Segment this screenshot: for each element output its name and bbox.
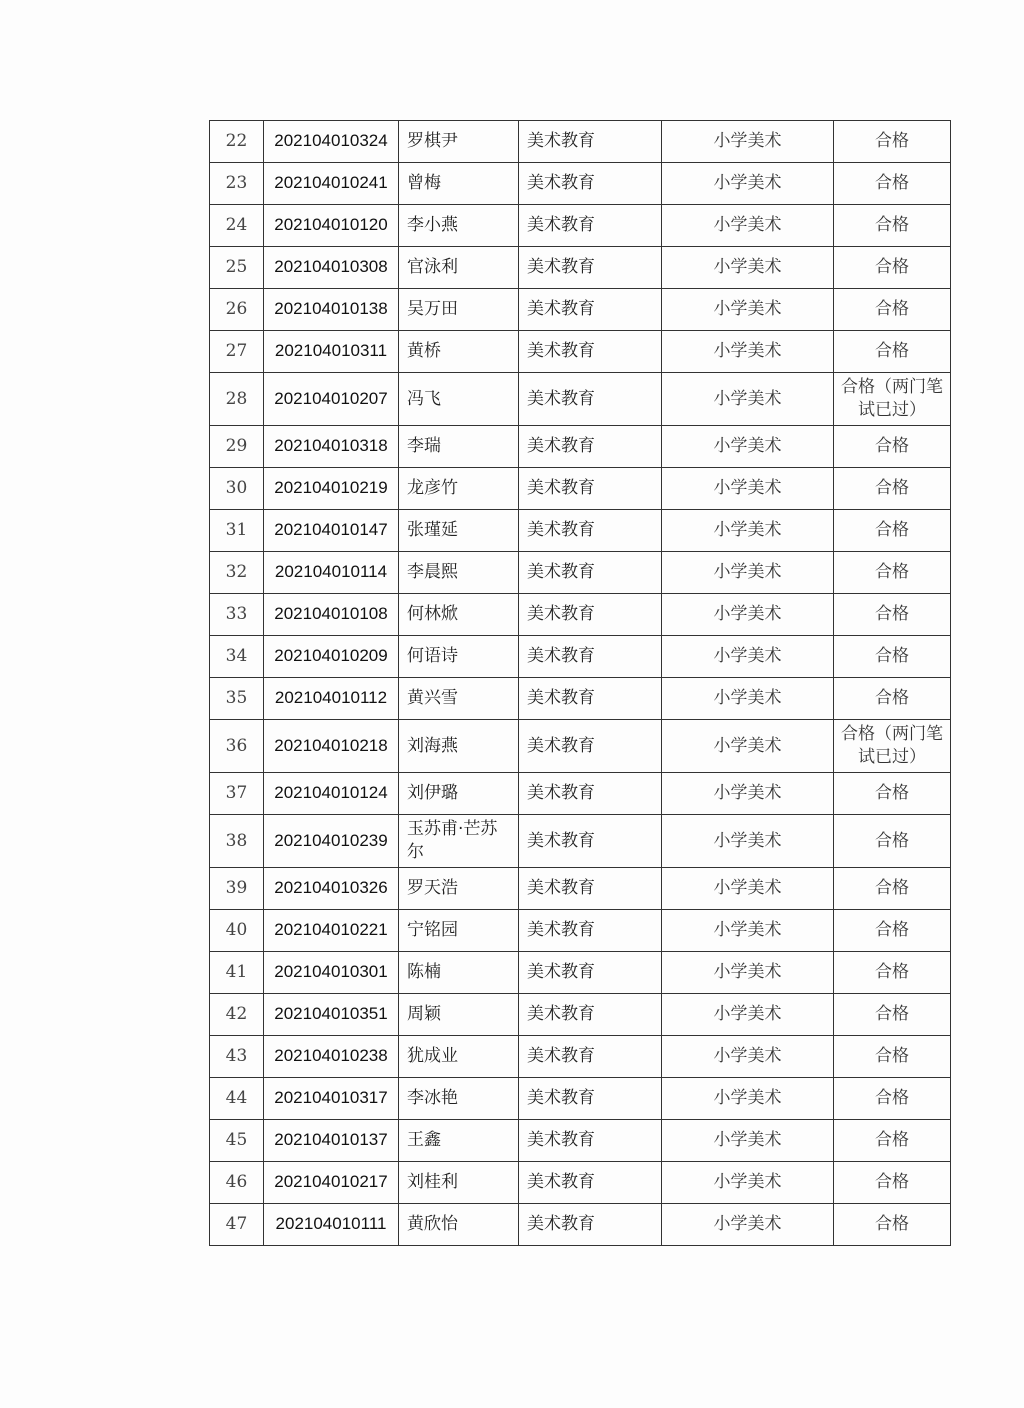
candidate-name: 张瑾延 bbox=[399, 510, 519, 552]
exam-subject: 小学美术 bbox=[662, 720, 834, 773]
exam-subject: 小学美术 bbox=[662, 121, 834, 163]
candidate-major: 美术教育 bbox=[519, 773, 662, 815]
exam-subject: 小学美术 bbox=[662, 815, 834, 868]
candidate-name: 李冰艳 bbox=[399, 1078, 519, 1120]
candidate-id: 202104010308 bbox=[264, 247, 399, 289]
candidate-id: 202104010207 bbox=[264, 373, 399, 426]
row-number: 23 bbox=[210, 163, 264, 205]
candidate-name: 官泳利 bbox=[399, 247, 519, 289]
candidate-id: 202104010111 bbox=[264, 1204, 399, 1246]
candidate-major: 美术教育 bbox=[519, 468, 662, 510]
candidate-major: 美术教育 bbox=[519, 815, 662, 868]
table-row bbox=[210, 1078, 951, 1120]
candidate-major: 美术教育 bbox=[519, 1036, 662, 1078]
candidate-major: 美术教育 bbox=[519, 121, 662, 163]
exam-subject: 小学美术 bbox=[662, 552, 834, 594]
candidate-major: 美术教育 bbox=[519, 720, 662, 773]
candidate-major: 美术教育 bbox=[519, 868, 662, 910]
candidate-id: 202104010112 bbox=[264, 678, 399, 720]
candidate-major: 美术教育 bbox=[519, 910, 662, 952]
table-row bbox=[210, 289, 951, 331]
exam-result: 合格 bbox=[834, 910, 951, 952]
exam-subject: 小学美术 bbox=[662, 426, 834, 468]
candidate-name: 何语诗 bbox=[399, 636, 519, 678]
row-number: 44 bbox=[210, 1078, 264, 1120]
table-row bbox=[210, 331, 951, 373]
exam-subject: 小学美术 bbox=[662, 247, 834, 289]
table-row bbox=[210, 373, 951, 426]
row-number: 43 bbox=[210, 1036, 264, 1078]
candidate-major: 美术教育 bbox=[519, 289, 662, 331]
row-number: 33 bbox=[210, 594, 264, 636]
candidate-name: 李瑞 bbox=[399, 426, 519, 468]
row-number: 27 bbox=[210, 331, 264, 373]
exam-result: 合格 bbox=[834, 247, 951, 289]
exam-result: 合格 bbox=[834, 205, 951, 247]
exam-result: 合格 bbox=[834, 1120, 951, 1162]
table-row bbox=[210, 205, 951, 247]
candidate-name: 黄桥 bbox=[399, 331, 519, 373]
exam-subject: 小学美术 bbox=[662, 1204, 834, 1246]
row-number: 42 bbox=[210, 994, 264, 1036]
candidate-name: 陈楠 bbox=[399, 952, 519, 994]
table-row bbox=[210, 1204, 951, 1246]
exam-subject: 小学美术 bbox=[662, 594, 834, 636]
candidate-id: 202104010326 bbox=[264, 868, 399, 910]
candidate-id: 202104010114 bbox=[264, 552, 399, 594]
candidate-major: 美术教育 bbox=[519, 594, 662, 636]
candidate-name: 刘海燕 bbox=[399, 720, 519, 773]
candidate-major: 美术教育 bbox=[519, 552, 662, 594]
exam-result: 合格 bbox=[834, 552, 951, 594]
table-row bbox=[210, 1120, 951, 1162]
table-row bbox=[210, 636, 951, 678]
exam-subject: 小学美术 bbox=[662, 994, 834, 1036]
table-row bbox=[210, 121, 951, 163]
candidate-major: 美术教育 bbox=[519, 1162, 662, 1204]
candidate-name: 玉苏甫·芒苏尔 bbox=[399, 815, 519, 868]
exam-subject: 小学美术 bbox=[662, 373, 834, 426]
results-table bbox=[209, 120, 951, 1246]
row-number: 28 bbox=[210, 373, 264, 426]
row-number: 39 bbox=[210, 868, 264, 910]
table-row bbox=[210, 510, 951, 552]
exam-result: 合格 bbox=[834, 1036, 951, 1078]
exam-result: 合格 bbox=[834, 994, 951, 1036]
exam-subject: 小学美术 bbox=[662, 331, 834, 373]
candidate-major: 美术教育 bbox=[519, 205, 662, 247]
table-row bbox=[210, 910, 951, 952]
row-number: 47 bbox=[210, 1204, 264, 1246]
candidate-name: 王鑫 bbox=[399, 1120, 519, 1162]
candidate-id: 202104010217 bbox=[264, 1162, 399, 1204]
candidate-major: 美术教育 bbox=[519, 510, 662, 552]
table-row bbox=[210, 815, 951, 868]
candidate-id: 202104010241 bbox=[264, 163, 399, 205]
candidate-major: 美术教育 bbox=[519, 373, 662, 426]
exam-result: 合格 bbox=[834, 468, 951, 510]
candidate-id: 202104010238 bbox=[264, 1036, 399, 1078]
row-number: 26 bbox=[210, 289, 264, 331]
candidate-name: 罗棋尹 bbox=[399, 121, 519, 163]
exam-result: 合格 bbox=[834, 1078, 951, 1120]
exam-result: 合格 bbox=[834, 1204, 951, 1246]
table-row bbox=[210, 720, 951, 773]
exam-subject: 小学美术 bbox=[662, 163, 834, 205]
exam-subject: 小学美术 bbox=[662, 1162, 834, 1204]
candidate-name: 犹成业 bbox=[399, 1036, 519, 1078]
candidate-id: 202104010120 bbox=[264, 205, 399, 247]
exam-subject: 小学美术 bbox=[662, 952, 834, 994]
exam-result: 合格 bbox=[834, 815, 951, 868]
candidate-id: 202104010209 bbox=[264, 636, 399, 678]
row-number: 36 bbox=[210, 720, 264, 773]
candidate-major: 美术教育 bbox=[519, 331, 662, 373]
candidate-id: 202104010138 bbox=[264, 289, 399, 331]
row-number: 24 bbox=[210, 205, 264, 247]
exam-subject: 小学美术 bbox=[662, 910, 834, 952]
exam-result: 合格（两门笔试已过） bbox=[834, 373, 951, 426]
candidate-major: 美术教育 bbox=[519, 994, 662, 1036]
candidate-name: 曾梅 bbox=[399, 163, 519, 205]
row-number: 31 bbox=[210, 510, 264, 552]
candidate-name: 黄兴雪 bbox=[399, 678, 519, 720]
candidate-id: 202104010239 bbox=[264, 815, 399, 868]
candidate-major: 美术教育 bbox=[519, 1120, 662, 1162]
exam-subject: 小学美术 bbox=[662, 1036, 834, 1078]
table-row bbox=[210, 868, 951, 910]
candidate-major: 美术教育 bbox=[519, 247, 662, 289]
exam-result: 合格 bbox=[834, 289, 951, 331]
candidate-major: 美术教育 bbox=[519, 1204, 662, 1246]
table-row bbox=[210, 163, 951, 205]
exam-result: 合格（两门笔试已过） bbox=[834, 720, 951, 773]
candidate-id: 202104010351 bbox=[264, 994, 399, 1036]
exam-subject: 小学美术 bbox=[662, 868, 834, 910]
exam-result: 合格 bbox=[834, 636, 951, 678]
candidate-name: 何林焮 bbox=[399, 594, 519, 636]
table-row bbox=[210, 468, 951, 510]
exam-result: 合格 bbox=[834, 163, 951, 205]
table-row bbox=[210, 994, 951, 1036]
candidate-name: 刘桂利 bbox=[399, 1162, 519, 1204]
exam-subject: 小学美术 bbox=[662, 636, 834, 678]
row-number: 29 bbox=[210, 426, 264, 468]
exam-subject: 小学美术 bbox=[662, 205, 834, 247]
candidate-name: 周颖 bbox=[399, 994, 519, 1036]
candidate-name: 龙彦竹 bbox=[399, 468, 519, 510]
candidate-name: 冯飞 bbox=[399, 373, 519, 426]
candidate-id: 202104010301 bbox=[264, 952, 399, 994]
row-number: 40 bbox=[210, 910, 264, 952]
exam-subject: 小学美术 bbox=[662, 289, 834, 331]
candidate-id: 202104010124 bbox=[264, 773, 399, 815]
table-row bbox=[210, 1036, 951, 1078]
exam-subject: 小学美术 bbox=[662, 1078, 834, 1120]
candidate-id: 202104010218 bbox=[264, 720, 399, 773]
exam-result: 合格 bbox=[834, 426, 951, 468]
row-number: 25 bbox=[210, 247, 264, 289]
table-row bbox=[210, 594, 951, 636]
candidate-major: 美术教育 bbox=[519, 1078, 662, 1120]
candidate-id: 202104010147 bbox=[264, 510, 399, 552]
exam-subject: 小学美术 bbox=[662, 678, 834, 720]
exam-result: 合格 bbox=[834, 773, 951, 815]
table-row bbox=[210, 952, 951, 994]
exam-result: 合格 bbox=[834, 868, 951, 910]
exam-result: 合格 bbox=[834, 678, 951, 720]
row-number: 30 bbox=[210, 468, 264, 510]
candidate-id: 202104010221 bbox=[264, 910, 399, 952]
candidate-name: 罗天浩 bbox=[399, 868, 519, 910]
row-number: 32 bbox=[210, 552, 264, 594]
row-number: 22 bbox=[210, 121, 264, 163]
exam-result: 合格 bbox=[834, 952, 951, 994]
candidate-name: 吴万田 bbox=[399, 289, 519, 331]
exam-subject: 小学美术 bbox=[662, 468, 834, 510]
row-number: 41 bbox=[210, 952, 264, 994]
table-row bbox=[210, 552, 951, 594]
candidate-id: 202104010318 bbox=[264, 426, 399, 468]
table-row bbox=[210, 247, 951, 289]
candidate-major: 美术教育 bbox=[519, 636, 662, 678]
candidate-name: 李小燕 bbox=[399, 205, 519, 247]
exam-result: 合格 bbox=[834, 510, 951, 552]
row-number: 38 bbox=[210, 815, 264, 868]
candidate-name: 黄欣怡 bbox=[399, 1204, 519, 1246]
table-row bbox=[210, 678, 951, 720]
table-row bbox=[210, 773, 951, 815]
candidate-major: 美术教育 bbox=[519, 163, 662, 205]
exam-subject: 小学美术 bbox=[662, 773, 834, 815]
exam-subject: 小学美术 bbox=[662, 1120, 834, 1162]
row-number: 45 bbox=[210, 1120, 264, 1162]
exam-subject: 小学美术 bbox=[662, 510, 834, 552]
candidate-major: 美术教育 bbox=[519, 426, 662, 468]
table-row bbox=[210, 1162, 951, 1204]
candidate-id: 202104010108 bbox=[264, 594, 399, 636]
row-number: 35 bbox=[210, 678, 264, 720]
candidate-major: 美术教育 bbox=[519, 952, 662, 994]
candidate-major: 美术教育 bbox=[519, 678, 662, 720]
row-number: 46 bbox=[210, 1162, 264, 1204]
candidate-id: 202104010324 bbox=[264, 121, 399, 163]
table-row bbox=[210, 426, 951, 468]
exam-result: 合格 bbox=[834, 121, 951, 163]
candidate-name: 刘伊璐 bbox=[399, 773, 519, 815]
candidate-id: 202104010311 bbox=[264, 331, 399, 373]
exam-result: 合格 bbox=[834, 331, 951, 373]
candidate-id: 202104010317 bbox=[264, 1078, 399, 1120]
candidate-id: 202104010219 bbox=[264, 468, 399, 510]
row-number: 37 bbox=[210, 773, 264, 815]
results-table-body bbox=[210, 121, 951, 1246]
candidate-name: 李晨熙 bbox=[399, 552, 519, 594]
candidate-id: 202104010137 bbox=[264, 1120, 399, 1162]
row-number: 34 bbox=[210, 636, 264, 678]
exam-result: 合格 bbox=[834, 1162, 951, 1204]
candidate-name: 宁铭园 bbox=[399, 910, 519, 952]
exam-result: 合格 bbox=[834, 594, 951, 636]
